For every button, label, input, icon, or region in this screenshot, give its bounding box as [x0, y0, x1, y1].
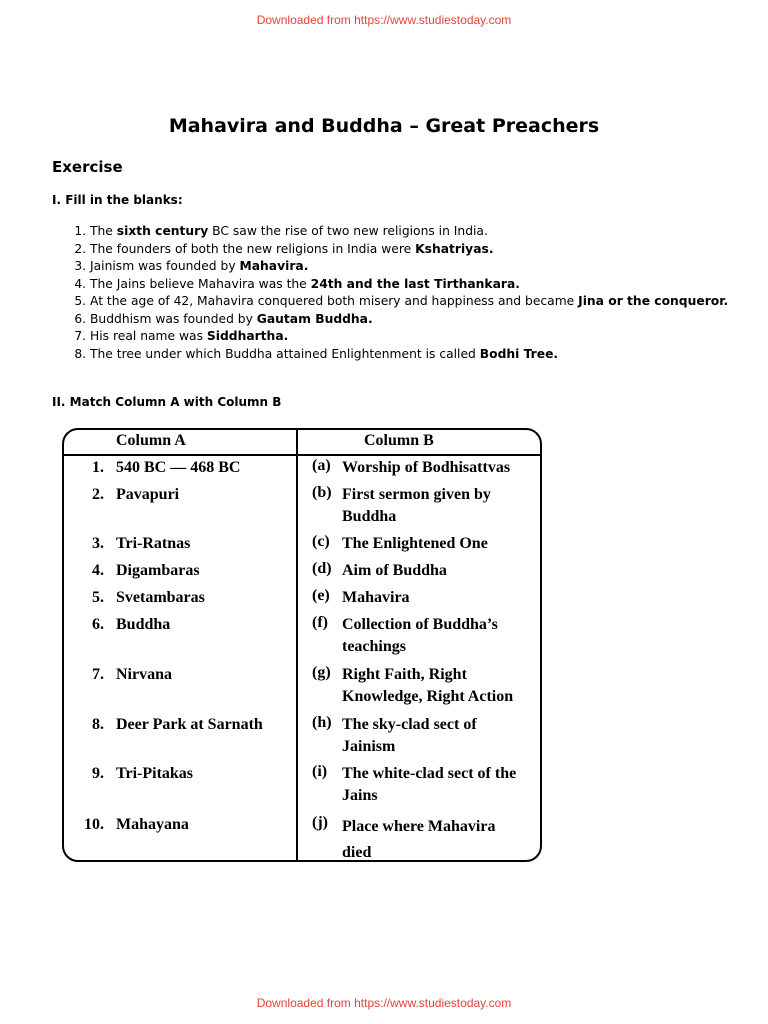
row-letter: (g)	[312, 664, 331, 681]
column-b-cell: The sky-clad sect of Jainism	[342, 716, 477, 755]
row-number: 2.	[92, 486, 104, 503]
row-number: 10.	[84, 816, 104, 833]
item-text: The Jains believe Mahavira was the	[90, 276, 311, 291]
column-a-cell: 540 BC — 468 BC	[116, 459, 241, 476]
column-b-cell: Place where Mahavira died	[342, 818, 496, 861]
item-answer: Jina or the conqueror.	[578, 294, 729, 308]
item-text: At the age of 42, Mahavira conquered both misery and happiness and became	[90, 294, 579, 308]
row-number: 6.	[92, 616, 104, 633]
list-item	[90, 311, 750, 329]
column-b-header: Column B	[364, 432, 434, 449]
item-answer: sixth century	[116, 224, 209, 238]
item-text: The founders of both the new religions in India were	[90, 241, 416, 256]
row-letter: (f)	[312, 614, 328, 631]
column-a-cell: Nirvana	[116, 666, 172, 683]
column-a-cell: Digambaras	[116, 562, 200, 579]
column-b-cell: Aim of Buddha	[342, 562, 447, 579]
row-letter: (h)	[312, 714, 332, 731]
column-a-cell: Tri-Ratnas	[116, 535, 191, 552]
column-divider	[296, 430, 298, 860]
row-number: 5.	[92, 589, 104, 606]
list-item	[90, 346, 750, 364]
list-item	[90, 293, 750, 311]
column-a-cell: Mahayana	[116, 816, 189, 833]
section-match-heading: II. Match Column A with Column B	[52, 395, 282, 409]
row-letter: (a)	[312, 457, 331, 474]
row-letter: (i)	[312, 763, 328, 780]
row-letter: (j)	[312, 814, 328, 831]
row-number: 9.	[92, 765, 104, 782]
item-text: The	[90, 224, 117, 238]
page-title: Mahavira and Buddha – Great Preachers	[168, 115, 600, 137]
item-answer: Bodhi Tree.	[479, 346, 559, 361]
column-b-cell: Collection of Buddha’s teachings	[342, 616, 498, 655]
item-answer: 24th and the last Tirthankara.	[310, 276, 520, 291]
row-number: 4.	[92, 562, 104, 579]
row-number: 7.	[92, 666, 104, 683]
row-number: 3.	[92, 535, 104, 552]
row-number: 8.	[92, 716, 104, 733]
item-text: His real name was	[90, 329, 207, 343]
header-divider	[64, 454, 540, 456]
list-item	[90, 328, 750, 346]
column-b-cell: Worship of Bodhisattvas	[342, 459, 511, 476]
source-link-top[interactable]: Downloaded from https://www.studiestoday.com	[256, 13, 512, 27]
fill-in-blanks-list	[52, 223, 750, 363]
row-letter: (b)	[312, 484, 332, 501]
column-b-cell: Right Faith, Right Knowledge, Right Action	[342, 666, 514, 705]
item-text: Jainism was founded by	[90, 259, 240, 273]
row-number: 1.	[92, 459, 104, 476]
column-b-cell: First sermon given by Buddha	[342, 486, 491, 525]
row-letter: (e)	[312, 587, 330, 604]
section-fill-blanks-heading: I. Fill in the blanks:	[52, 193, 183, 207]
match-columns-table	[62, 428, 542, 862]
column-b-cell: Mahavira	[342, 589, 410, 606]
list-item	[90, 223, 750, 241]
row-letter: (c)	[312, 533, 330, 550]
source-link-bottom[interactable]: Downloaded from https://www.studiestoday.com	[256, 996, 512, 1010]
item-text: The tree under which Buddha attained Enlightenment is called	[90, 346, 480, 361]
column-a-cell: Deer Park at Sarnath	[116, 716, 263, 733]
list-item	[90, 241, 750, 259]
column-a-cell: Buddha	[116, 616, 171, 633]
column-b-cell: The Enlightened One	[342, 535, 488, 552]
item-text: BC saw the rise of two new religions in India.	[208, 224, 488, 238]
row-letter: (d)	[312, 560, 332, 577]
exercise-heading: Exercise	[52, 158, 123, 176]
item-answer: Kshatriyas.	[415, 241, 494, 256]
column-a-cell: Tri-Pitakas	[116, 765, 194, 782]
item-text: Buddhism was founded by	[90, 311, 257, 326]
item-answer: Siddhartha.	[206, 329, 289, 343]
list-item	[90, 258, 750, 276]
item-answer: Gautam Buddha.	[256, 311, 373, 326]
list-item	[90, 276, 750, 294]
column-a-cell: Svetambaras	[116, 589, 205, 606]
item-answer: Mahavira.	[239, 259, 309, 273]
column-a-cell: Pavapuri	[116, 486, 180, 503]
column-b-cell: The white-clad sect of the Jains	[342, 765, 517, 804]
column-a-header: Column A	[116, 432, 186, 449]
